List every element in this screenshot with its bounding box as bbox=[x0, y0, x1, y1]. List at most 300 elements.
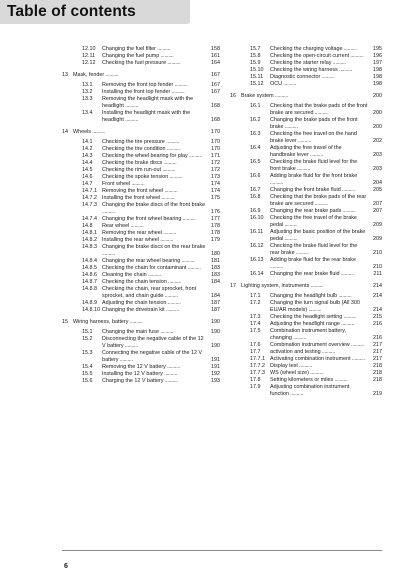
toc-entry[interactable] bbox=[62, 272, 220, 279]
toc-entry-text-wrap bbox=[270, 384, 382, 398]
toc-entry-title: Checking the spoke tension bbox=[102, 174, 169, 180]
toc-entry[interactable] bbox=[62, 139, 220, 146]
toc-entry-number: 14 bbox=[62, 129, 68, 135]
toc-entry-title: Removing the 12 V battery bbox=[102, 364, 166, 370]
toc-entry-title: Changing the rear brake fluid bbox=[270, 271, 340, 277]
toc-entry-title: Charging the 12 V battery bbox=[102, 378, 164, 384]
toc-entry-page: 216 bbox=[373, 335, 382, 341]
toc-entry[interactable] bbox=[230, 103, 382, 117]
toc-entry-number: 14.8.10 bbox=[82, 307, 100, 313]
toc-entry-number: 14.7.1 bbox=[82, 188, 97, 194]
toc-entry-page: 214 bbox=[373, 293, 382, 299]
toc-entry-title: Installing the front top fender bbox=[102, 89, 171, 95]
toc-entry-text-wrap bbox=[270, 271, 382, 278]
toc-entry-text-wrap bbox=[102, 89, 220, 96]
toc-entry[interactable] bbox=[230, 60, 382, 67]
toc-entry-number: 15.6 bbox=[82, 378, 93, 384]
toc-entry-title: Changing the brake discs of the front brake bbox=[102, 202, 206, 208]
toc-entry-title: Changing the headlight bulb bbox=[270, 293, 338, 299]
toc-entry-page: 167 bbox=[211, 89, 220, 95]
dot-leader: .......... bbox=[181, 216, 196, 222]
toc-entry[interactable] bbox=[230, 117, 382, 131]
toc-entry-page: 198 bbox=[373, 67, 382, 73]
toc-entry[interactable] bbox=[62, 89, 220, 96]
toc-entry-page: 218 bbox=[373, 377, 382, 383]
toc-entry-title: Connecting the negative cable of the 12 V battery bbox=[102, 350, 203, 363]
toc-section-entry[interactable] bbox=[62, 129, 220, 136]
toc-entry-text-wrap bbox=[270, 377, 382, 384]
toc-section-entry[interactable] bbox=[230, 283, 382, 290]
toc-entry-text-wrap bbox=[270, 187, 382, 194]
toc-entry-text-wrap bbox=[270, 117, 382, 131]
toc-entry-page: 209 bbox=[373, 222, 382, 228]
dot-leader: .......... bbox=[118, 357, 133, 363]
dot-leader: .......... bbox=[161, 230, 177, 236]
toc-entry-number: 17.7.2 bbox=[250, 363, 265, 369]
toc-entry-page: 214 bbox=[373, 283, 382, 289]
toc-entry-text-wrap bbox=[270, 215, 382, 229]
toc-entry-text-wrap bbox=[270, 243, 382, 257]
toc-entry-number: 17.2 bbox=[250, 300, 261, 306]
toc-entry-text-wrap bbox=[270, 103, 382, 117]
toc-entry[interactable] bbox=[230, 377, 382, 384]
toc-entry-page: 210 bbox=[373, 250, 382, 256]
toc-entry[interactable] bbox=[62, 265, 220, 272]
toc-entry-page: 209 bbox=[373, 236, 382, 242]
toc-entry[interactable] bbox=[62, 160, 220, 167]
toc-entry-number: 17.7.1 bbox=[250, 356, 265, 362]
toc-entry[interactable] bbox=[230, 349, 382, 356]
toc-entry-page: 211 bbox=[373, 271, 382, 277]
toc-entry-number: 14.7.3 bbox=[82, 202, 97, 208]
toc-entry-text-wrap bbox=[270, 145, 382, 159]
page-number: 6 bbox=[64, 563, 68, 570]
toc-entry[interactable] bbox=[62, 300, 220, 307]
toc-entry-page: 176 bbox=[211, 209, 220, 215]
toc-entry-text-wrap bbox=[270, 349, 382, 356]
toc-entry-page: 204 bbox=[373, 180, 382, 186]
toc-entry[interactable] bbox=[230, 194, 382, 208]
dot-leader: .......... bbox=[270, 264, 283, 270]
toc-entry-page: 200 bbox=[373, 110, 382, 116]
dot-leader: .......... bbox=[283, 124, 298, 130]
toc-entry-number: 15.9 bbox=[250, 60, 261, 66]
toc-entry-text-wrap bbox=[102, 139, 220, 146]
toc-entry-page: 170 bbox=[211, 129, 220, 135]
dot-leader: .......... bbox=[341, 208, 356, 214]
toc-entry-number: 16.7 bbox=[250, 187, 261, 193]
toc-entry[interactable] bbox=[230, 356, 382, 363]
toc-entry-number: 16.1 bbox=[250, 103, 261, 109]
toc-entry[interactable] bbox=[62, 110, 220, 124]
dot-leader: .......... bbox=[342, 46, 357, 52]
toc-entry-title: Removing the front wheel bbox=[102, 188, 164, 194]
toc-entry-text-wrap bbox=[270, 74, 382, 81]
dot-leader: .......... bbox=[146, 272, 161, 278]
toc-entry-title: Checking the headlight setting bbox=[270, 314, 343, 320]
toc-entry-text-wrap bbox=[241, 283, 382, 290]
toc-entry-title: Removing the headlight mask with the headlight bbox=[102, 96, 194, 109]
toc-entry-text-wrap bbox=[102, 286, 220, 300]
dot-leader: .......... bbox=[296, 138, 311, 144]
toc-entry-page: 171 bbox=[211, 153, 220, 159]
toc-entry[interactable] bbox=[62, 96, 220, 110]
toc-entry[interactable] bbox=[230, 215, 382, 229]
toc-entry-title: Adjusting the basic position of the brake pedal bbox=[270, 229, 366, 242]
toc-entry-number: 12.12 bbox=[82, 60, 96, 66]
toc-entry-text-wrap bbox=[102, 60, 220, 67]
toc-entry-title: WS (wheel size) bbox=[270, 370, 309, 376]
toc-entry-title: Checking that the brake pads of the rear brake are secured bbox=[270, 194, 367, 207]
toc-entry-page: 218 bbox=[373, 370, 382, 376]
toc-entry[interactable] bbox=[62, 82, 220, 89]
toc-entry[interactable] bbox=[230, 67, 382, 74]
toc-entry-title: Checking the chain, rear sprocket, front sprocket, and chain guide bbox=[102, 286, 197, 299]
toc-entry-text-wrap bbox=[102, 336, 220, 350]
toc-entry-page: 207 bbox=[373, 208, 382, 214]
toc-entry-title: Front wheel bbox=[102, 181, 131, 187]
toc-right-column bbox=[230, 46, 382, 398]
toc-entry-title: Removing the rear wheel bbox=[102, 230, 162, 236]
toc-entry-text-wrap bbox=[270, 53, 382, 60]
toc-entry-text-wrap bbox=[102, 364, 220, 371]
toc-entry-text-wrap bbox=[102, 110, 220, 124]
toc-entry[interactable] bbox=[62, 223, 220, 230]
toc-entry-page: 172 bbox=[211, 167, 220, 173]
toc-entry-page: 168 bbox=[211, 117, 220, 123]
toc-entry-text-wrap bbox=[270, 363, 382, 370]
toc-entry-text-wrap bbox=[102, 202, 220, 216]
toc-entry-text-wrap bbox=[270, 67, 382, 74]
dot-leader: .......... bbox=[320, 74, 335, 80]
toc-entry-title: activation and testing bbox=[270, 349, 321, 355]
toc-entry-title: Mask, fender bbox=[73, 72, 105, 78]
toc-entry[interactable] bbox=[230, 145, 382, 159]
toc-entry-title: Checking the brake fluid level for the front brake bbox=[270, 159, 358, 172]
toc-entry-title: Wiring harness, battery bbox=[73, 319, 129, 325]
toc-entry-text-wrap bbox=[102, 307, 220, 314]
toc-entry-number: 16.2 bbox=[250, 117, 261, 123]
dot-leader: .......... bbox=[155, 46, 171, 52]
dot-leader: .......... bbox=[283, 222, 298, 228]
dot-leader: .......... bbox=[128, 319, 143, 325]
toc-entry[interactable] bbox=[230, 208, 382, 215]
dot-leader: .......... bbox=[165, 364, 181, 370]
toc-entry-text-wrap bbox=[102, 167, 220, 174]
toc-entry[interactable] bbox=[230, 271, 382, 278]
toc-entry-page: 217 bbox=[373, 342, 382, 348]
toc-entry[interactable] bbox=[230, 53, 382, 60]
toc-entry[interactable] bbox=[62, 371, 220, 378]
dot-leader: .......... bbox=[294, 250, 309, 256]
toc-entry-page: 200 bbox=[373, 93, 382, 99]
toc-entry-number: 14.8.5 bbox=[82, 265, 97, 271]
toc-entry-page: 179 bbox=[211, 237, 220, 243]
toc-entry-text-wrap bbox=[102, 160, 220, 167]
toc-entry-page: 174 bbox=[211, 188, 220, 194]
dot-leader: .......... bbox=[163, 188, 178, 194]
toc-entry-number: 17.8 bbox=[250, 377, 261, 383]
toc-entry[interactable] bbox=[230, 363, 382, 370]
toc-entry-page: 187 bbox=[211, 307, 220, 313]
toc-entry-page: 170 bbox=[211, 139, 220, 145]
toc-section-entry[interactable] bbox=[62, 72, 220, 79]
toc-entry-number: 17.1 bbox=[250, 293, 261, 299]
toc-entry-title: Changing the fuel filter bbox=[102, 46, 156, 52]
toc-entry[interactable] bbox=[62, 307, 220, 314]
dot-leader: .......... bbox=[180, 258, 195, 264]
toc-entry-title: Removing the front top fender bbox=[102, 82, 174, 88]
toc-entry-number: 15.7 bbox=[250, 46, 261, 52]
toc-entry-title: Combination instrument overview bbox=[270, 342, 350, 348]
dot-leader: .......... bbox=[168, 174, 183, 180]
toc-entry-page: 191 bbox=[211, 364, 220, 370]
toc-entry[interactable] bbox=[62, 195, 220, 202]
toc-entry-number: 14.8.7 bbox=[82, 279, 97, 285]
toc-entry[interactable] bbox=[230, 321, 382, 328]
toc-entry[interactable] bbox=[230, 187, 382, 194]
toc-entry-number: 14.8 bbox=[82, 223, 93, 229]
toc-entry-page: 175 bbox=[211, 195, 220, 201]
toc-entry-number: 14.8.2 bbox=[82, 237, 97, 243]
toc-entry-number: 14.6 bbox=[82, 174, 93, 180]
toc-entry-number: 15.8 bbox=[250, 53, 261, 59]
toc-entry[interactable] bbox=[230, 300, 382, 314]
toc-entry-number: 17.6 bbox=[250, 342, 261, 348]
toc-entry-number: 14.8.3 bbox=[82, 244, 97, 250]
toc-entry-title: Checking the brake discs bbox=[102, 160, 163, 166]
toc-entry-title: Changing the brake discs on the rear brake bbox=[102, 244, 206, 250]
toc-entry-page: 198 bbox=[373, 74, 382, 80]
toc-entry-page: 170 bbox=[211, 146, 220, 152]
toc-entry[interactable] bbox=[62, 181, 220, 188]
dot-leader: .......... bbox=[291, 335, 307, 341]
toc-entry-title: Installing the headlight mask with the headlight bbox=[102, 110, 191, 123]
toc-entry-title: OCU bbox=[270, 81, 282, 87]
toc-entry[interactable] bbox=[62, 202, 220, 216]
toc-entry-page: 198 bbox=[373, 81, 382, 87]
toc-entry[interactable] bbox=[230, 370, 382, 377]
toc-entry-text-wrap bbox=[102, 223, 220, 230]
toc-entry-title: Installing the 12 V battery bbox=[102, 371, 163, 377]
toc-entry[interactable] bbox=[230, 159, 382, 173]
toc-entry[interactable] bbox=[230, 46, 382, 53]
dot-leader: .......... bbox=[158, 329, 174, 335]
toc-entry[interactable] bbox=[62, 153, 220, 160]
toc-entry-text-wrap bbox=[102, 265, 220, 272]
toc-entry[interactable] bbox=[230, 342, 382, 349]
dot-leader: .......... bbox=[123, 343, 138, 349]
toc-entry[interactable] bbox=[62, 364, 220, 371]
toc-entry-page: 190 bbox=[211, 343, 220, 349]
toc-entry-number: 17.5 bbox=[250, 328, 261, 334]
toc-entry-number: 15.11 bbox=[250, 74, 264, 80]
toc-entry[interactable] bbox=[230, 384, 382, 398]
toc-entry-text-wrap bbox=[241, 93, 382, 100]
toc-entry-title: Adjusting the headlight range bbox=[270, 321, 340, 327]
toc-entry[interactable] bbox=[62, 46, 220, 53]
toc-entry-title: Adjusting the chain tension bbox=[102, 300, 167, 306]
toc-entry-text-wrap bbox=[102, 153, 220, 160]
toc-entry-text-wrap bbox=[102, 258, 220, 265]
toc-entry-page: 203 bbox=[373, 152, 382, 158]
toc-left-column bbox=[62, 46, 220, 385]
toc-entry[interactable] bbox=[230, 173, 382, 187]
toc-entry-title: Checking the free travel on the hand brake lever bbox=[270, 131, 357, 144]
dot-leader: .......... bbox=[162, 160, 177, 166]
toc-entry-number: 13.4 bbox=[82, 110, 93, 116]
toc-entry-number: 16.13 bbox=[250, 257, 264, 263]
toc-entry-text-wrap bbox=[270, 46, 382, 53]
toc-entry[interactable] bbox=[62, 230, 220, 237]
toc-entry[interactable] bbox=[62, 167, 220, 174]
toc-entry-page: 214 bbox=[373, 307, 382, 313]
toc-entry-number: 16.8 bbox=[250, 194, 261, 200]
toc-entry-text-wrap bbox=[102, 174, 220, 181]
toc-entry[interactable] bbox=[62, 329, 220, 336]
toc-entry-text-wrap bbox=[102, 230, 220, 237]
toc-entry-text-wrap bbox=[102, 82, 220, 89]
toc-entry-number: 14.7.2 bbox=[82, 195, 97, 201]
toc-entry[interactable] bbox=[62, 279, 220, 286]
toc-entry-title: Checking the tire pressure bbox=[102, 139, 165, 145]
toc-entry[interactable] bbox=[62, 60, 220, 67]
dot-leader: .......... bbox=[162, 371, 178, 377]
toc-entry-number: 14.8.9 bbox=[82, 300, 97, 306]
toc-entry-page: 205 bbox=[373, 187, 382, 193]
toc-entry-title: Changing the front brake fluid bbox=[270, 187, 341, 193]
toc-entry-number: 17.9 bbox=[250, 384, 261, 390]
toc-entry-number: 17 bbox=[230, 283, 236, 289]
dot-leader: .......... bbox=[160, 195, 175, 201]
toc-entry[interactable] bbox=[230, 243, 382, 257]
toc-entry[interactable] bbox=[62, 188, 220, 195]
toc-entry-number: 16.3 bbox=[250, 131, 261, 137]
dot-leader: .......... bbox=[166, 279, 182, 285]
toc-entry-title: Changing the main fuse bbox=[102, 329, 159, 335]
toc-entry[interactable] bbox=[62, 53, 220, 60]
toc-entry-number: 14.8.4 bbox=[82, 258, 97, 264]
toc-entry[interactable] bbox=[230, 74, 382, 81]
toc-entry-title: Checking the rim run-out bbox=[102, 167, 162, 173]
dot-leader: .......... bbox=[123, 103, 139, 109]
toc-entry-page: 190 bbox=[211, 319, 220, 325]
dot-leader: .......... bbox=[337, 293, 352, 299]
toc-entry-title: Activating combination instrument bbox=[270, 356, 351, 362]
dot-leader: .......... bbox=[187, 153, 202, 159]
header-bar bbox=[0, 0, 190, 24]
toc-entry-text-wrap bbox=[102, 329, 220, 336]
toc-entry-page: 167 bbox=[211, 72, 220, 78]
toc-entry[interactable] bbox=[230, 328, 382, 342]
toc-entry-title: Checking the wheel bearing for play bbox=[102, 153, 188, 159]
toc-entry-text-wrap bbox=[270, 356, 382, 363]
toc-entry-text-wrap bbox=[102, 371, 220, 378]
toc-entry-title: Installing the front wheel bbox=[102, 195, 161, 201]
toc-entry-text-wrap bbox=[73, 129, 220, 136]
toc-entry-number: 16.12 bbox=[250, 243, 264, 249]
toc-entry[interactable] bbox=[62, 350, 220, 364]
toc-entry[interactable] bbox=[62, 336, 220, 350]
toc-entry-number: 16.5 bbox=[250, 159, 261, 165]
dot-leader: .......... bbox=[273, 93, 288, 99]
toc-entry[interactable] bbox=[62, 286, 220, 300]
toc-entry[interactable] bbox=[62, 244, 220, 258]
toc-entry[interactable] bbox=[62, 146, 220, 153]
toc-entry[interactable] bbox=[62, 174, 220, 181]
toc-entry-text-wrap bbox=[270, 342, 382, 349]
toc-entry-page: 200 bbox=[373, 124, 382, 130]
toc-entry[interactable] bbox=[230, 81, 382, 88]
toc-entry-number: 14.5 bbox=[82, 167, 93, 173]
dot-leader: .......... bbox=[281, 81, 297, 87]
toc-entry-number: 14.8.6 bbox=[82, 272, 97, 278]
toc-entry-text-wrap bbox=[102, 378, 220, 385]
toc-entry-page: 197 bbox=[373, 60, 382, 66]
toc-entry-text-wrap bbox=[102, 300, 220, 307]
dot-leader: .......... bbox=[309, 283, 324, 289]
toc-entry-number: 15 bbox=[62, 319, 68, 325]
toc-entry-text-wrap bbox=[102, 146, 220, 153]
toc-entry-number: 14.2 bbox=[82, 146, 93, 152]
dot-leader: .......... bbox=[102, 209, 115, 215]
dot-leader: .......... bbox=[337, 67, 352, 73]
toc-entry-title: Checking the open-circuit current bbox=[270, 53, 350, 59]
toc-entry-text-wrap bbox=[270, 300, 382, 314]
toc-entry[interactable] bbox=[62, 237, 220, 244]
toc-entry-text-wrap bbox=[102, 46, 220, 53]
dot-leader: .......... bbox=[159, 53, 174, 59]
toc-entry-number: 14.3 bbox=[82, 153, 93, 159]
toc-entry[interactable] bbox=[230, 131, 382, 145]
toc-entry-text-wrap bbox=[270, 173, 382, 187]
dot-leader: .......... bbox=[350, 356, 365, 362]
toc-entry-page: 210 bbox=[373, 264, 382, 270]
toc-entry-page: 191 bbox=[211, 357, 220, 363]
dot-leader: .......... bbox=[295, 166, 311, 172]
toc-entry[interactable] bbox=[62, 216, 220, 223]
toc-entry-title: Setting kilometers or miles bbox=[270, 377, 334, 383]
toc-entry-number: 15.2 bbox=[82, 336, 93, 342]
toc-entry[interactable] bbox=[62, 378, 220, 385]
toc-entry-text-wrap bbox=[270, 131, 382, 145]
toc-entry-text-wrap bbox=[270, 370, 382, 377]
toc-entry-title: Changing the brake pads of the front brake bbox=[270, 117, 358, 130]
toc-entry-number: 12.10 bbox=[82, 46, 96, 52]
toc-section-entry[interactable] bbox=[62, 319, 220, 326]
toc-entry-title: Installing the rear wheel bbox=[102, 237, 159, 243]
toc-entry-page: 196 bbox=[373, 53, 382, 59]
toc-entry[interactable] bbox=[230, 257, 382, 271]
toc-entry[interactable] bbox=[230, 293, 382, 300]
toc-section-entry[interactable] bbox=[230, 93, 382, 100]
toc-entry-title: Checking the chain tension bbox=[102, 279, 167, 285]
toc-entry[interactable] bbox=[62, 258, 220, 265]
toc-entry-number: 17.3 bbox=[250, 314, 261, 320]
toc-entry-number: 15.10 bbox=[250, 67, 264, 73]
toc-entry-title: Adjusting the free travel of the handbrake lever bbox=[270, 145, 342, 158]
dot-leader: .......... bbox=[340, 187, 356, 193]
toc-entry-number: 16 bbox=[230, 93, 236, 99]
toc-entry-page: 164 bbox=[211, 60, 220, 66]
dot-leader: .......... bbox=[333, 377, 348, 383]
toc-entry-number: 15.12 bbox=[250, 81, 264, 87]
toc-entry-title: Checking the wiring harness bbox=[270, 67, 338, 73]
toc-entry[interactable] bbox=[230, 229, 382, 243]
toc-entry[interactable] bbox=[230, 314, 382, 321]
dot-leader: .......... bbox=[288, 391, 304, 397]
toc-entry-number: 15.3 bbox=[82, 350, 93, 356]
